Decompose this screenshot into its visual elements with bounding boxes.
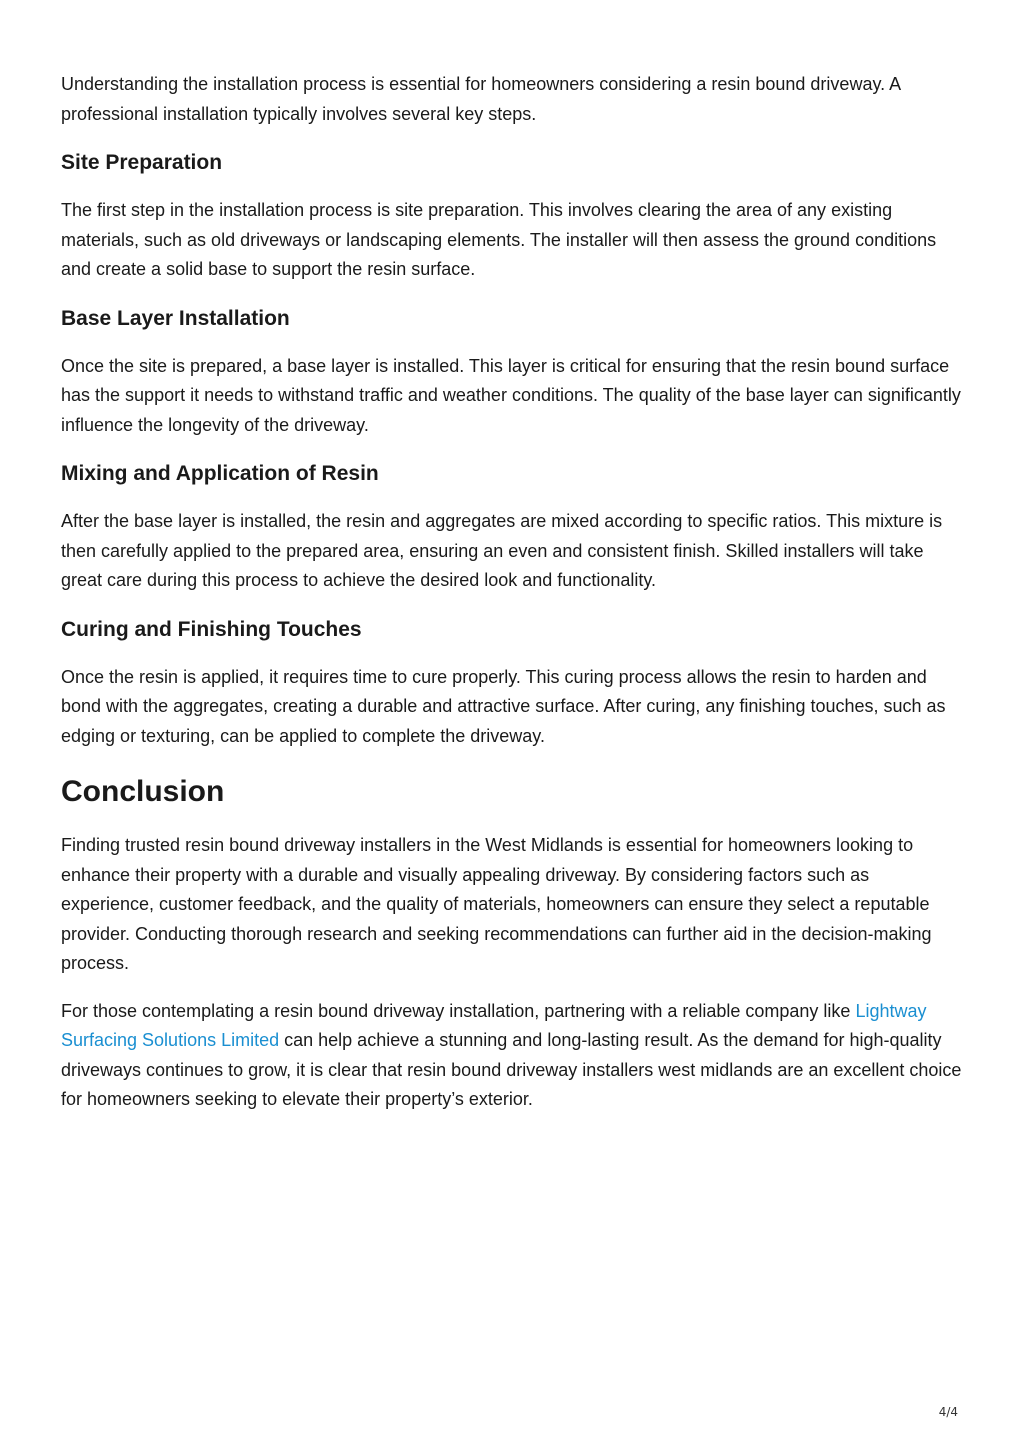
section-body-base-layer: Once the site is prepared, a base layer is installed. This layer is critical for ensuring that the resin bound surface has the support it needs to withstand traffic and weather conditions. The quality of the base layer can significantly influence the longevity of the driveway. (61, 355, 961, 435)
page-number: 4/4 (938, 1405, 958, 1419)
conclusion-paragraph-2 (61, 997, 963, 1115)
section-heading-site-preparation: Site Preparation (61, 151, 223, 174)
document-page (61, 70, 963, 1115)
conclusion-paragraph-2-end: can help achieve a stunning and long-lasting result. As the demand for high-quality driveways continues to grow, it is clear that resin bound driveway installers west midlands are an excellent choice for homeowners seeking to elevate their property’s exterior. (61, 1030, 962, 1109)
section-body-curing-finishing: Once the resin is applied, it requires time to cure properly. This curing process allows the resin to harden and bond with the aggregates, creating a durable and attractive surface. After curing, any finishing touches, such as edging or texturing, can be applied to complete the driveway. (61, 666, 946, 746)
conclusion-paragraph-2-start: For those contemplating a resin bound driveway installation, partnering with a reliable company like (61, 1000, 856, 1021)
intro-paragraph: Understanding the installation process is essential for homeowners considering a resin bound driveway. A professional installation typically involves several key steps. (61, 74, 901, 124)
section-heading-base-layer: Base Layer Installation (61, 306, 290, 330)
section-body-site-preparation: The first step in the installation process is site preparation. This involves clearing the area of any existing materials, such as old driveways or landscaping elements. The installer will then assess the ground conditions and create a solid base to support the resin surface. (61, 200, 937, 279)
company-link[interactable]: Lightway Surfacing Solutions Limited (61, 1000, 927, 1050)
section-heading-curing-finishing: Curing and Finishing Touches (61, 617, 362, 641)
conclusion-paragraph-1: Finding trusted resin bound driveway installers in the West Midlands is essential for homeowners looking to enhance their property with a durable and visually appealing driveway. By considering factors such as experience, customer feedback, and the quality of materials, homeowners can ensure they select a reputable provider. Conducting thorough research and seeking recommendations can further aid in the decision-making process. (61, 835, 932, 973)
section-body-mixing-application: After the base layer is installed, the resin and aggregates are mixed according to specific ratios. This mixture is then carefully applied to the prepared area, ensuring an even and consistent finish. Skilled installers will take great care during this process to achieve the desired look and functionality. (61, 511, 943, 590)
section-heading-mixing-application: Mixing and Application of Resin (61, 462, 379, 485)
conclusion-heading: Conclusion (61, 775, 225, 808)
